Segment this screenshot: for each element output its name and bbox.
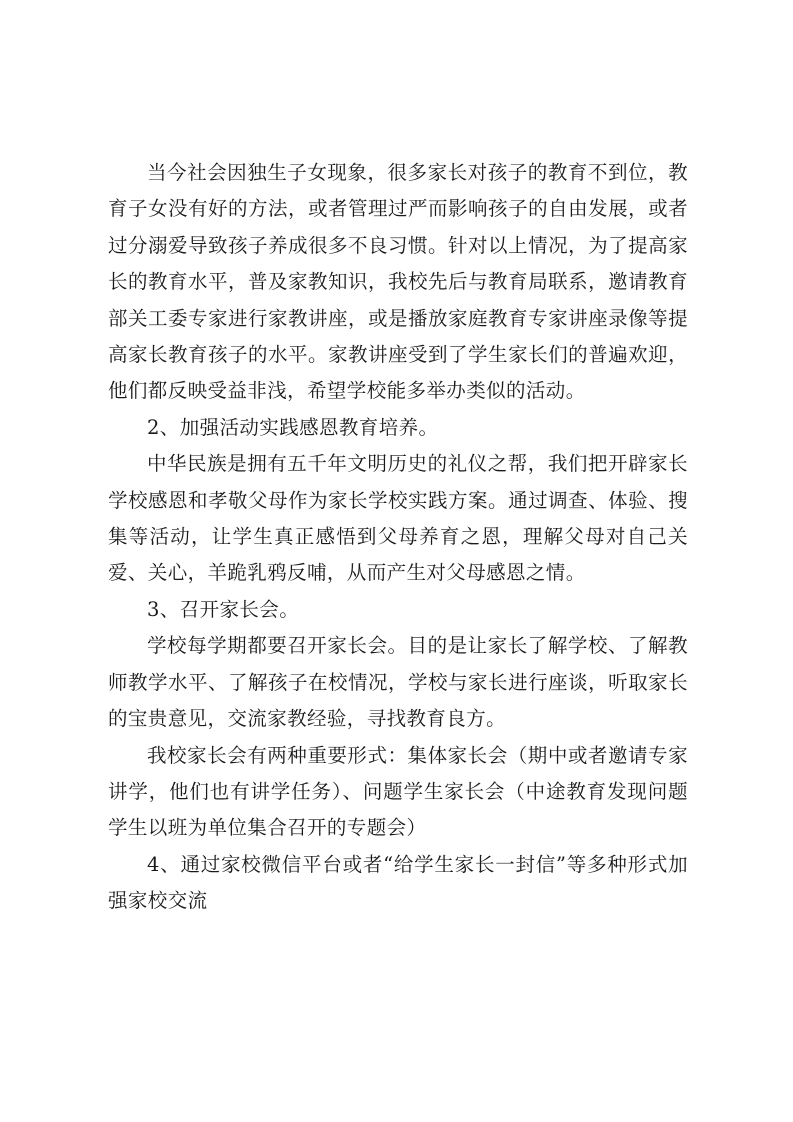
heading-gratitude-education: 2、加强活动实践感恩教育培养。 [147,415,439,439]
paragraph-gratitude-education: 中华民族是拥有五千年文明历史的礼仪之帮，我们把开辟家长学校感恩和孝敬父母作为家长学校实践方案。通过调查、体验、搜集等活动，让学生真正感悟到父母养育之恩，理解父母对自己关爱、关心，羊跪乳鸦反哺，从而产生对父母感恩之情。 [108,452,688,585]
paragraph-parent-meetings: 学校每学期都要召开家长会。目的是让家长了解学校、了解教师教学水平、了解孩子在校情况，学校与家长进行座谈，听取家长的宝贵意见，交流家教经验，寻找教育良方。 [108,634,688,731]
heading-parent-meetings: 3、召开家长会。 [147,597,300,621]
paragraph-meeting-forms: 我校家长会有两种重要形式：集体家长会（期中或者邀请专家讲学，他们也有讲学任务）、问题学生家长会（中途教育发现问题学生以班为单位集合召开的专题会） [108,743,688,840]
paragraph-parent-education-lectures: 当今社会因独生子女现象，很多家长对孩子的教育不到位，教育子女没有好的方法，或者管理过严而影响孩子的自由发展，或者过分溺爱导致孩子养成很多不良习惯。针对以上情况，为了提高家长的教育水平，普及家教知识，我校先后与教育局联系，邀请教育部关工委专家进行家教讲座，或是播放家庭教育专家讲座录像等提高家长教育孩子的水平。家教讲座受到了学生家长们的普遍欢迎，他们都反映受益非浅，希望学校能多举办类似的活动。 [108,161,688,403]
heading-home-school-communication: 4、通过家校微信平台或者“给学生家长一封信”等多种形式加强家校交流 [108,852,688,913]
document-body [108,155,688,920]
